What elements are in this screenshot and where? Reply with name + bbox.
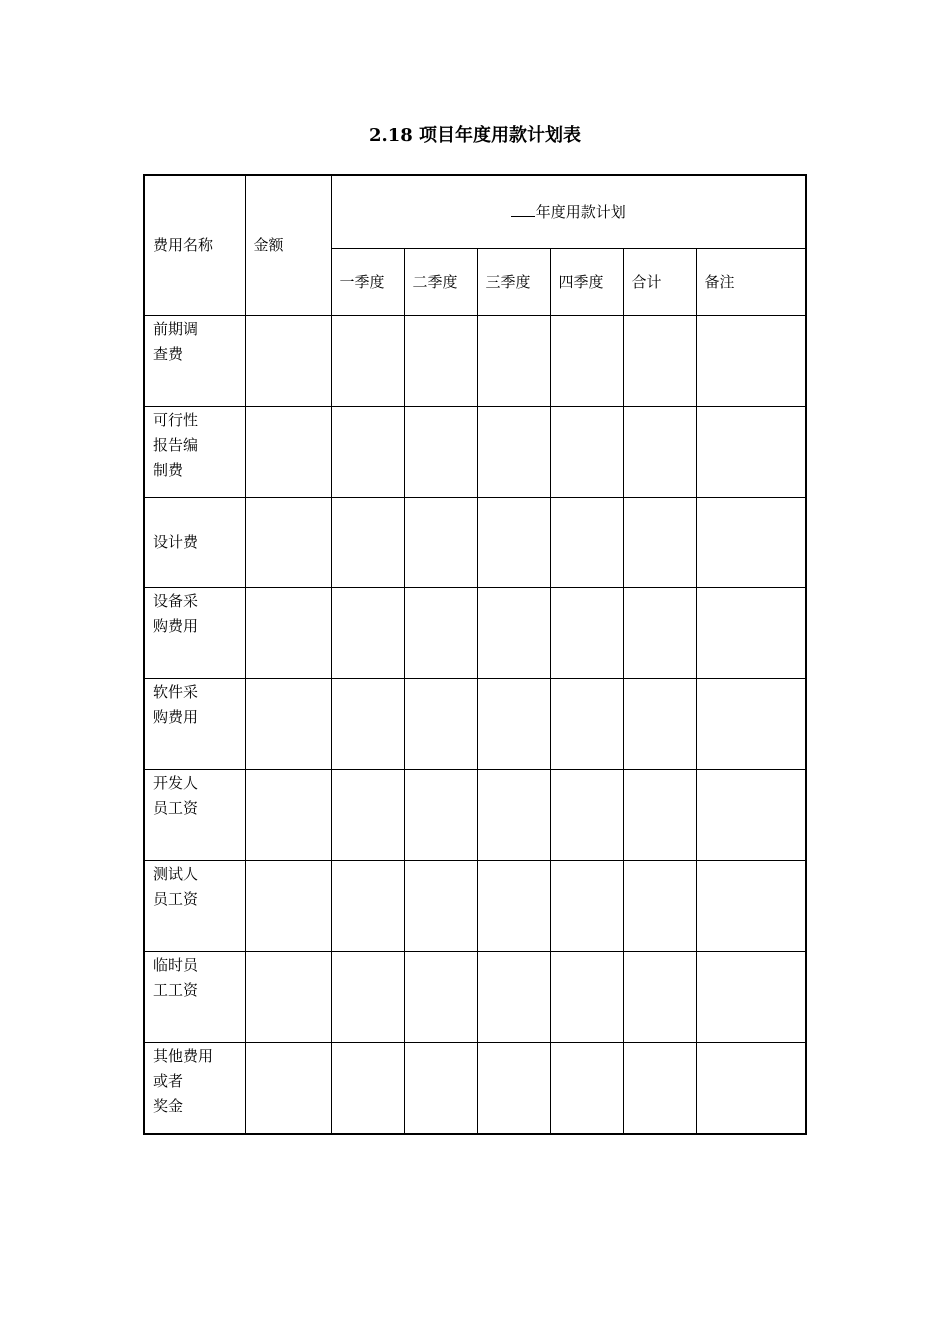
remarks-cell[interactable] (696, 498, 806, 588)
remarks-cell[interactable] (696, 770, 806, 861)
amount-cell[interactable] (245, 770, 331, 861)
remarks-cell[interactable] (696, 861, 806, 952)
table-row (144, 1043, 806, 1135)
q3-cell[interactable] (477, 407, 550, 498)
total-cell[interactable] (623, 498, 696, 588)
header-q1: 一季度 (331, 249, 404, 316)
q2-cell[interactable] (404, 498, 477, 588)
table-row (144, 952, 806, 1043)
table-row (144, 316, 806, 407)
row-label: 测试人 员工资 (144, 861, 245, 952)
q4-cell[interactable] (550, 407, 623, 498)
header-row (144, 175, 806, 249)
amount-cell[interactable] (245, 679, 331, 770)
q4-cell[interactable] (550, 679, 623, 770)
table-row (144, 498, 806, 588)
total-cell[interactable] (623, 770, 696, 861)
q1-cell[interactable] (331, 1043, 404, 1135)
row-label: 前期调 查费 (144, 316, 245, 407)
q3-cell[interactable] (477, 861, 550, 952)
header-remarks: 备注 (696, 249, 806, 316)
header-total: 合计 (623, 249, 696, 316)
total-cell[interactable] (623, 1043, 696, 1135)
total-cell[interactable] (623, 407, 696, 498)
remarks-cell[interactable] (696, 588, 806, 679)
q3-cell[interactable] (477, 588, 550, 679)
table-row (144, 861, 806, 952)
total-cell[interactable] (623, 588, 696, 679)
amount-cell[interactable] (245, 952, 331, 1043)
q3-cell[interactable] (477, 679, 550, 770)
year-blank[interactable] (511, 201, 535, 217)
q3-cell[interactable] (477, 316, 550, 407)
q1-cell[interactable] (331, 952, 404, 1043)
row-label: 临时员 工工资 (144, 952, 245, 1043)
header-q4: 四季度 (550, 249, 623, 316)
q1-cell[interactable] (331, 861, 404, 952)
row-label: 设计费 (144, 498, 245, 588)
total-cell[interactable] (623, 679, 696, 770)
amount-cell[interactable] (245, 316, 331, 407)
q1-cell[interactable] (331, 407, 404, 498)
header-annual-plan (331, 175, 806, 249)
row-label: 软件采 购费用 (144, 679, 245, 770)
q4-cell[interactable] (550, 316, 623, 407)
q3-cell[interactable] (477, 770, 550, 861)
q2-cell[interactable] (404, 588, 477, 679)
q2-cell[interactable] (404, 407, 477, 498)
q1-cell[interactable] (331, 770, 404, 861)
q2-cell[interactable] (404, 952, 477, 1043)
header-q3: 三季度 (477, 249, 550, 316)
amount-cell[interactable] (245, 588, 331, 679)
header-annual-plan-label: 年度用款计划 (535, 202, 626, 221)
remarks-cell[interactable] (696, 316, 806, 407)
row-label: 设备采 购费用 (144, 588, 245, 679)
q3-cell[interactable] (477, 498, 550, 588)
q4-cell[interactable] (550, 861, 623, 952)
table-row (144, 588, 806, 679)
q2-cell[interactable] (404, 770, 477, 861)
q2-cell[interactable] (404, 861, 477, 952)
amount-cell[interactable] (245, 861, 331, 952)
page-title: 2.18 项目年度用款计划表 (368, 125, 582, 146)
header-q2: 二季度 (404, 249, 477, 316)
q4-cell[interactable] (550, 1043, 623, 1135)
remarks-cell[interactable] (696, 1043, 806, 1135)
q2-cell[interactable] (404, 316, 477, 407)
q4-cell[interactable] (550, 770, 623, 861)
table-row (144, 407, 806, 498)
q4-cell[interactable] (550, 498, 623, 588)
remarks-cell[interactable] (696, 679, 806, 770)
row-label: 开发人 员工资 (144, 770, 245, 861)
header-amount: 金额 (245, 175, 331, 316)
q3-cell[interactable] (477, 952, 550, 1043)
total-cell[interactable] (623, 952, 696, 1043)
amount-cell[interactable] (245, 1043, 331, 1135)
remarks-cell[interactable] (696, 952, 806, 1043)
q1-cell[interactable] (331, 679, 404, 770)
q1-cell[interactable] (331, 316, 404, 407)
row-label: 其他费用 或者 奖金 (144, 1043, 245, 1135)
q3-cell[interactable] (477, 1043, 550, 1135)
table-row (144, 679, 806, 770)
row-label: 可行性 报告编 制费 (144, 407, 245, 498)
remarks-cell[interactable] (696, 407, 806, 498)
q1-cell[interactable] (331, 498, 404, 588)
q4-cell[interactable] (550, 952, 623, 1043)
header-expense-name: 费用名称 (144, 175, 245, 316)
q1-cell[interactable] (331, 588, 404, 679)
total-cell[interactable] (623, 316, 696, 407)
q2-cell[interactable] (404, 1043, 477, 1135)
amount-cell[interactable] (245, 498, 331, 588)
amount-cell[interactable] (245, 407, 331, 498)
annual-funding-plan-table (143, 174, 807, 1135)
table-row (144, 770, 806, 861)
total-cell[interactable] (623, 861, 696, 952)
q2-cell[interactable] (404, 679, 477, 770)
q4-cell[interactable] (550, 588, 623, 679)
